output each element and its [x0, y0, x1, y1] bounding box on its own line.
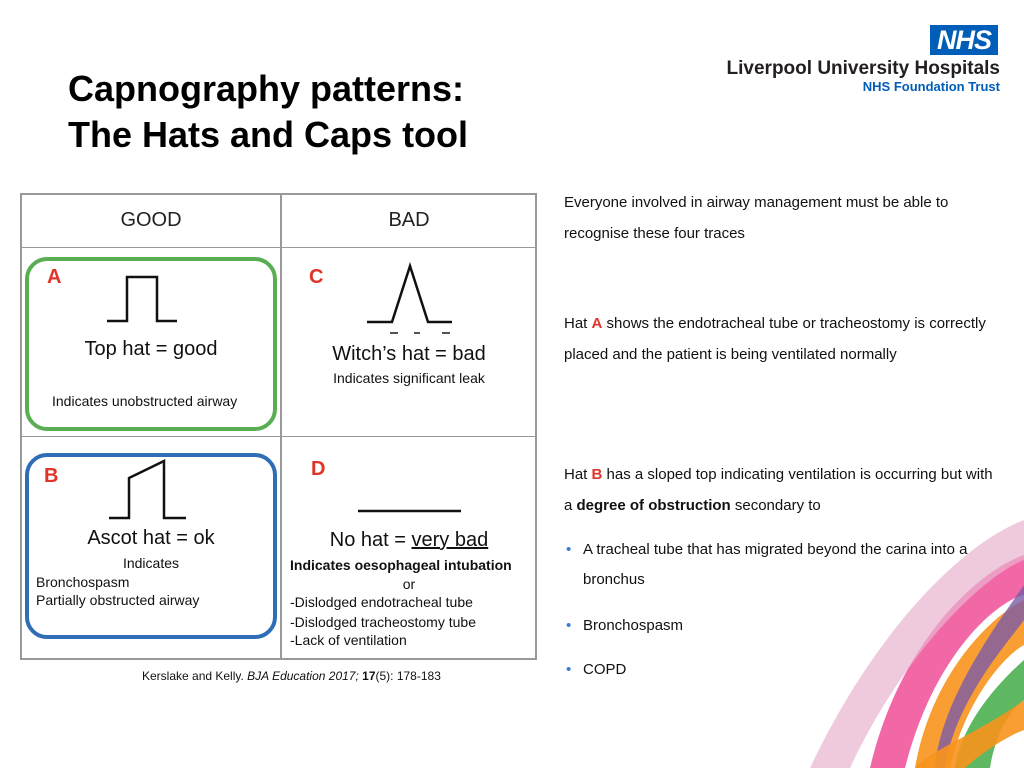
flat-trace-icon [355, 507, 465, 515]
citation [142, 669, 441, 683]
hat-b-description: has a sloped top indicating ventilation is occurring but with a [564, 466, 993, 514]
panel-c-desc: Indicates significant leak [333, 370, 485, 386]
panel-a-title: Top hat = good [84, 338, 218, 360]
hat-b-bold: degree of obstruction [576, 497, 731, 514]
panel-a-desc: Indicates unobstructed airway [52, 393, 238, 409]
bad-header: BAD [388, 209, 430, 231]
hat-b-prefix: Hat [564, 466, 592, 483]
panel-b-line3: Partially obstructed airway [36, 592, 200, 608]
intro-text: Everyone involved in airway management must be able to recognise these four traces [564, 194, 949, 242]
panel-b-line2: Bronchospasm [36, 574, 130, 590]
nhs-logo [700, 22, 1000, 102]
page-title [68, 66, 468, 158]
bullet-item [566, 535, 986, 595]
citation-journal: BJA Education 2017; [247, 669, 359, 683]
citation-authors: Kerslake and Kelly. [142, 669, 248, 683]
bullet-item [566, 611, 986, 641]
panel-d-line3: -Dislodged endotracheal tube [290, 594, 473, 610]
hat-a-letter: A [591, 315, 603, 332]
panel-c-letter: C [309, 266, 324, 288]
top-hat-trace-icon [102, 265, 182, 325]
bullet-text: A tracheal tube that has migrated beyond the carina into a bronchus [583, 541, 968, 588]
panel-c-title: Witch’s hat = bad [332, 343, 486, 365]
panel-d-title-emph: very bad [411, 529, 489, 551]
trust-name: NHS Foundation Trust [862, 79, 1000, 94]
bullet-dot-icon: • [566, 541, 572, 558]
panel-d-line4: -Dislodged tracheostomy tube [290, 614, 476, 630]
citation-rest: (5): 178-183 [375, 669, 441, 683]
good-header: GOOD [120, 209, 182, 231]
hat-b-description-end: secondary to [730, 497, 821, 514]
citation-volume: 17 [358, 669, 376, 683]
panel-b-line1: Indicates [122, 555, 180, 571]
bullet-dot-icon: • [566, 661, 572, 678]
org-name: Liverpool University Hospitals [726, 58, 1000, 79]
bullet-dot-icon: • [566, 617, 572, 634]
bullet-text: COPD [583, 661, 627, 678]
panel-d-letter: D [311, 458, 326, 480]
panel-d-line2: or [402, 576, 416, 592]
panel-b-letter: B [44, 465, 59, 487]
hats-and-caps-figure [20, 193, 537, 660]
witch-hat-trace-icon [362, 260, 457, 335]
panel-a-letter: A [47, 266, 62, 288]
hat-b-text [564, 459, 994, 521]
panel-d-title-prefix: No hat = [329, 529, 412, 551]
bullet-text: Bronchospasm [583, 617, 684, 634]
nhs-badge: NHS [930, 25, 998, 55]
panel-d-title [280, 529, 538, 552]
divider-middle [22, 436, 535, 437]
panel-b-title: Ascot hat = ok [87, 527, 215, 549]
panel-d-line1: Indicates oesophageal intubation [290, 557, 512, 573]
hat-a-description: shows the endotracheal tube or tracheostomy is correctly placed and the patient is being ventilated normally [564, 315, 986, 363]
hat-b-letter: B [591, 466, 603, 483]
bullet-item [566, 655, 986, 685]
hat-a-text [564, 308, 994, 370]
ascot-hat-trace-icon [104, 458, 194, 523]
title-line-1: Capnography patterns: [68, 68, 465, 109]
title-line-2: The Hats and Caps tool [68, 114, 469, 155]
panel-d-line5: -Lack of ventilation [290, 632, 407, 648]
hat-a-prefix: Hat [564, 315, 592, 332]
divider-header [22, 247, 535, 248]
